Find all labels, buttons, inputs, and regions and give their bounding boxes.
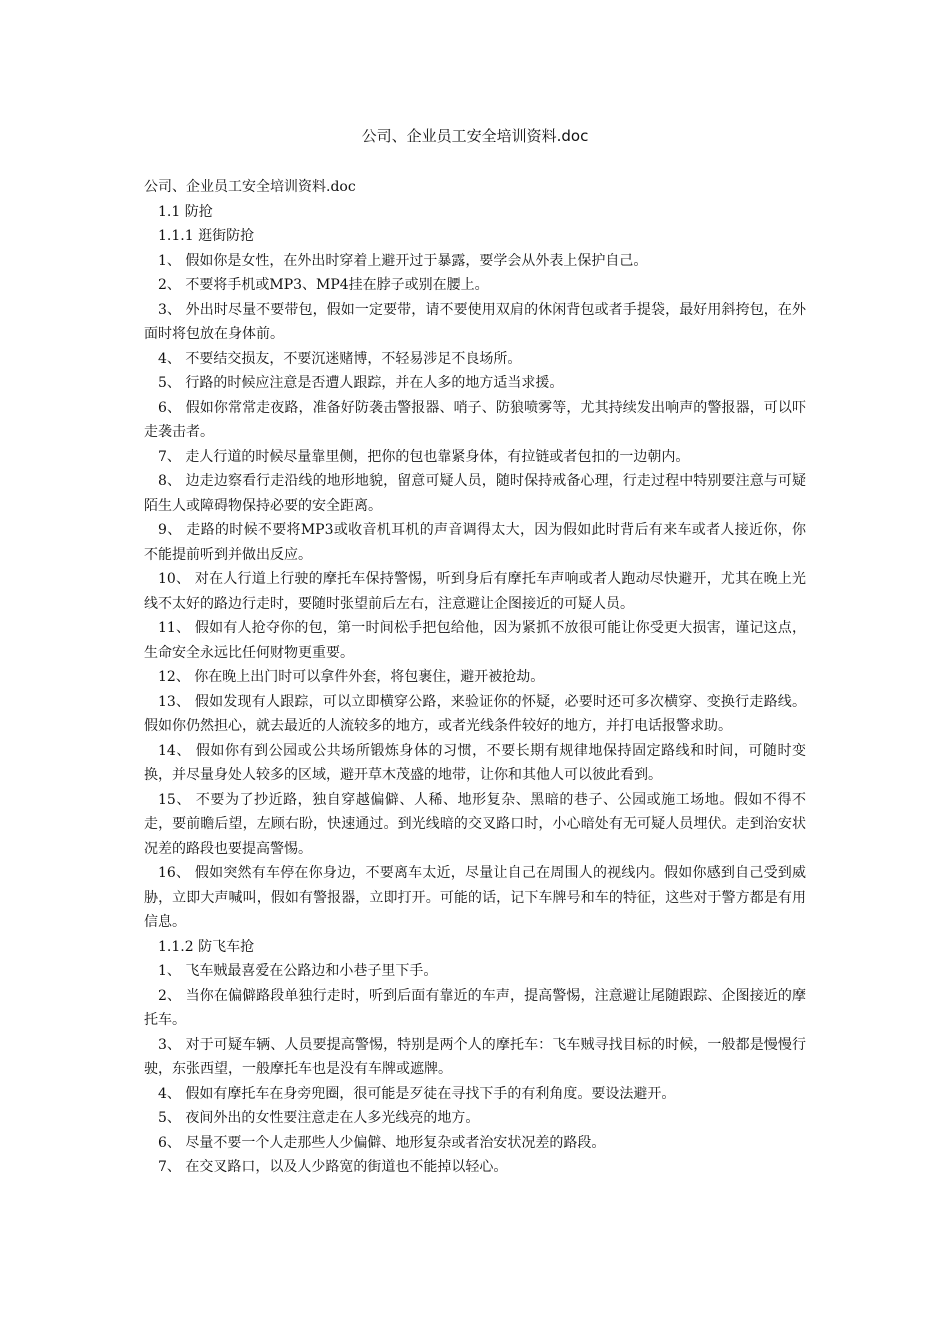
paragraph: 9、 走路的时候不要将MP3或收音机耳机的声音调得太大，因为假如此时背后有来车或者人接近你，你不能提前听到并做出反应。 <box>144 522 806 563</box>
paragraph: 11、 假如有人抢夺你的包，第一时间松手把包给他，因为紧抓不放很可能让你受更大损害，谨记这点，生命安全永远比任何财物更重要。 <box>144 620 806 661</box>
section-heading: 1.1 防抢 <box>158 203 213 220</box>
document-body <box>144 175 806 1180</box>
paragraph: 15、 不要为了抄近路，独自穿越偏僻、人稀、地形复杂、黑暗的巷子、公园或施工场地。假如不得不走，要前瞻后望，左顾右盼，快速通过。到光线暗的交叉路口时，小心暗处有无可疑人员埋伏。走到治安状况差的路段也要提高警惕。 <box>144 791 806 857</box>
paragraph: 1、 假如你是女性，在外出时穿着上避开过于暴露，要学会从外表上保护自己。 <box>158 252 648 269</box>
paragraph: 1、 飞车贼最喜爱在公路边和小巷子里下手。 <box>158 963 438 979</box>
paragraph: 2、 当你在偏僻路段单独行走时，听到后面有靠近的车声，提高警惕，注意避让尾随跟踪、企图接近的摩托车。 <box>144 987 806 1028</box>
paragraph: 5、 行路的时候应注意是否遭人跟踪，并在人多的地方适当求援。 <box>158 375 564 391</box>
paragraph: 3、 对于可疑车辆、人员要提高警惕，特别是两个人的摩托车：飞车贼寻找目标的时候，一般都是慢慢行驶，东张西望，一般摩托车也是没有车牌或遮牌。 <box>144 1036 806 1077</box>
subsection-heading: 1.1.2 防飞车抢 <box>158 938 255 955</box>
paragraph: 6、 假如你常常走夜路，准备好防袭击警报器、哨子、防狼喷雾等，尤其持续发出响声的警报器，可以吓走袭击者。 <box>144 399 806 440</box>
subsection-heading: 1.1.1 逛街防抢 <box>158 228 255 244</box>
paragraph: 2、 不要将手机或MP3、MP4挂在脖子或别在腰上。 <box>158 277 489 293</box>
body-heading: 公司、企业员工安全培训资料.doc <box>144 179 356 195</box>
paragraph: 13、 假如发现有人跟踪，可以立即横穿公路，来验证你的怀疑，必要时还可多次横穿、变换行走路线。假如你仍然担心，就去最近的人流较多的地方，或者光线条件较好的地方，并打电话报警求助。 <box>144 693 806 734</box>
paragraph: 5、 夜间外出的女性要注意走在人多光线亮的地方。 <box>158 1110 480 1126</box>
paragraph: 10、 对在人行道上行驶的摩托车保持警惕，听到身后有摩托车声响或者人跑动尽快避开，尤其在晚上光线不太好的路边行走时，要随时张望前后左右，注意避让企图接近的可疑人员。 <box>144 571 806 612</box>
paragraph: 14、 假如你有到公园或公共场所锻炼身体的习惯，不要长期有规律地保持固定路线和时间，可随时变换，并尽量身处人较多的区域，避开草木茂盛的地带，让你和其他人可以彼此看到。 <box>144 742 806 783</box>
paragraph: 8、 边走边察看行走沿线的地形地貌，留意可疑人员，随时保持戒备心理，行走过程中特别要注意与可疑陌生人或障碍物保持必要的安全距离。 <box>144 473 806 514</box>
paragraph: 4、 不要结交损友，不要沉迷赌博，不轻易涉足不良场所。 <box>158 350 522 367</box>
paragraph: 3、 外出时尽量不要带包，假如一定要带，请不要使用双肩的休闲背包或者手提袋，最好用斜挎包，在外面时将包放在身体前。 <box>144 301 806 342</box>
paragraph: 6、 尽量不要一个人走那些人少偏僻、地形复杂或者治安状况差的路段。 <box>158 1134 606 1151</box>
paragraph: 7、 走人行道的时候尽量靠里侧，把你的包也靠紧身体，有拉链或者包扣的一边朝内。 <box>158 448 690 465</box>
document-title: 公司、企业员工安全培训资料.doc <box>361 127 589 145</box>
paragraph: 16、 假如突然有车停在你身边，不要离车太近，尽量让自己在周围人的视线内。假如你感到自己受到威胁，立即大声喊叫，假如有警报器，立即打开。可能的话，记下车牌号和车的特征，这些对于警方都是有用信息。 <box>144 865 806 930</box>
paragraph: 7、 在交叉路口，以及人少路宽的街道也不能掉以轻心。 <box>158 1159 508 1175</box>
paragraph: 12、 你在晚上出门时可以拿件外套，将包裹住，避开被抢劫。 <box>158 669 545 685</box>
paragraph: 4、 假如有摩托车在身旁兜圈，很可能是歹徒在寻找下手的有利角度。要设法避开。 <box>158 1085 676 1102</box>
